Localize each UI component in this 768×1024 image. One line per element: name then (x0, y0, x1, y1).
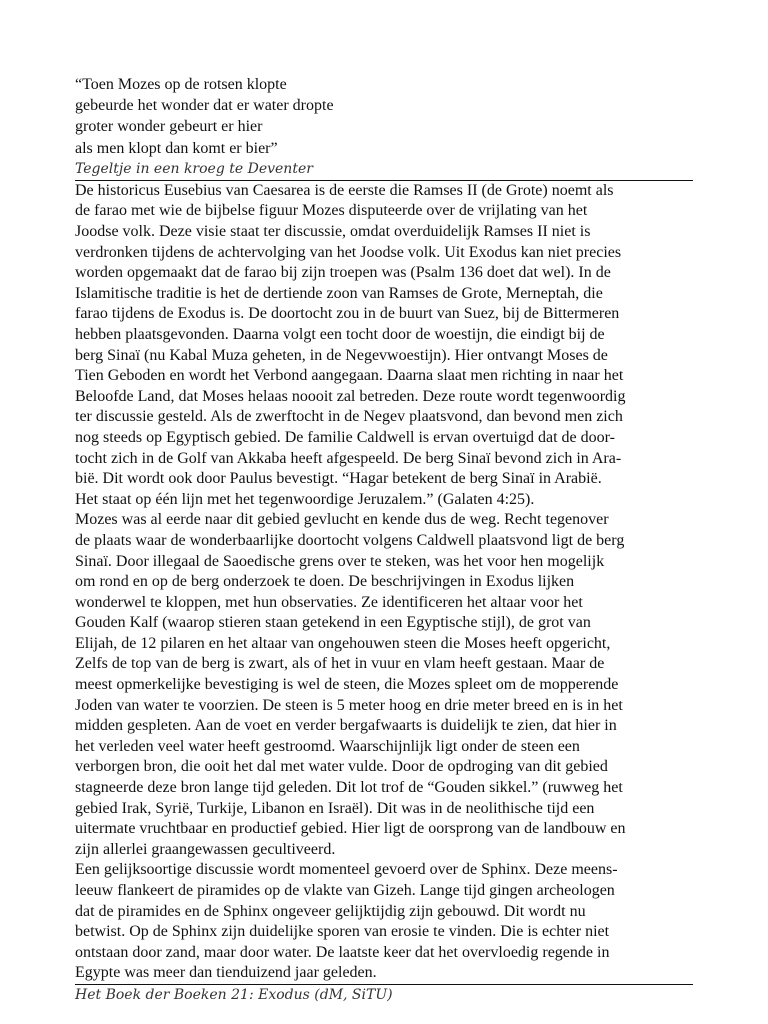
body-line: gebied Irak, Syrië, Turkije, Libanon en Israël). Dit was in de neolithische tijd een (75, 799, 595, 817)
body-line: de farao met wie de bijbelse figuur Mozes disputeerde over de vrijlating van het (75, 202, 588, 220)
body-line: worden opgemaakt dat de farao bij zijn troepen was (Psalm 136 doet dat wel). In de (75, 264, 611, 282)
body-line: midden gespleten. Aan de voet en verder bergafwaarts is duidelijk te zien, dat hier in (75, 717, 617, 735)
body-line: om rond en op de berg onderzoek te doen. De beschrijvingen in Exodus lijken (75, 573, 575, 591)
poem-line: “Toen Mozes op de rotsen klopte (75, 76, 287, 93)
poem-caption: Tegeltje in een kroeg te Deventer (75, 160, 313, 177)
body-line: nog steeds op Egyptisch gebied. De familie Caldwell is ervan overtuigd dat de door- (75, 428, 615, 446)
body-line: stagneerde deze bron lange tijd geleden. Dit lot trof de “Gouden sikkel.” (ruwweg het (75, 779, 623, 797)
body-line: farao tijdens de Exodus is. De doortocht zou in de buurt van Suez, bij de Bittermeren (75, 305, 620, 323)
poem-line: groter wonder gebeurt er hier (75, 118, 263, 136)
body-line: Sinaï. Door illegaal de Saoedische grens over te steken, was het voor hen mogelijk (75, 552, 605, 570)
body-line: dat de piramides en de Sphinx ongeveer gelijktijdig zijn gebouwd. Dit wordt nu (75, 902, 586, 920)
body-line: Het staat op één lijn met het tegenwoordige Jeruzalem.” (Galaten 4:25). (75, 490, 535, 508)
body-line: bië. Dit wordt ook door Paulus bevestigt. “Hagar betekent de berg Sinaï in Arabië. (75, 470, 602, 488)
body-line: tocht zich in de Golf van Akkaba heeft afgespeeld. De berg Sinaï bevond zich in Ara- (75, 449, 622, 467)
body-line: meest opmerkelijke bevestiging is wel de steen, die Mozes spleet om de mopperende (75, 676, 619, 694)
body-line: betwist. Op de Sphinx zijn duidelijke sporen van erosie te vinden. Die is echter niet (75, 923, 610, 941)
body-line: Een gelijksoortige discussie wordt momenteel gevoerd over de Sphinx. Deze meens- (75, 861, 618, 879)
body-line: De historicus Eusebius van Caesarea is de eerste die Ramses II (de Grote) noemt als (75, 181, 614, 199)
body-line: Gouden Kalf (waarop stieren staan getekend in een Egyptische stijl), de grot van (75, 614, 591, 632)
body-line: verborgen bron, die ooit het dal met water vulde. Door de opdroging van dit gebied (75, 758, 608, 776)
body-line: ontstaan door zand, maar door water. De laatste keer dat het overvloedig regende in (75, 943, 610, 961)
body-line: Joden van water te voorzien. De steen is 5 meter hoog en drie meter breed en is in het (75, 696, 623, 714)
body-line: Islamitische traditie is het de dertiende zoon van Ramses de Grote, Merneptah, die (75, 284, 603, 302)
body-line: Beloofde Land, dat Moses helaas noooit zal betreden. Deze route wordt tegenwoordig (75, 387, 626, 405)
source-caption: Het Boek der Boeken 21: Exodus (dM, SiTU) (75, 986, 393, 1003)
body-line: zijn allerlei graangewassen gecultiveerd. (75, 840, 336, 858)
document-page (75, 74, 693, 1006)
body-line: wonderwel te kloppen, met hun observaties. Ze identificeren het altaar voor het (75, 593, 583, 611)
body-line: verdronken tijdens de achtervolging van het Joodse volk. Uit Exodus kan niet precies (75, 243, 622, 261)
body-line: berg Sinaï (nu Kabal Muza geheten, in de Negevwoestijn). Hier ontvangt Moses de (75, 346, 608, 364)
poem-line: als men klopt dan komt er bier” (75, 139, 278, 157)
body-line: Mozes was al eerde naar dit gebied gevlucht en kende dus de weg. Recht tegenover (75, 511, 609, 529)
body-line: de plaats waar de wonderbaarlijke doortocht volgens Caldwell plaatsvond ligt de berg (75, 531, 625, 549)
body-line: Elijah, de 12 pilaren en het altaar van ongehouwen steen die Moses heeft opgericht, (75, 634, 611, 652)
body-line: Zelfs de top van de berg is zwart, als of het in vuur en vlam heeft gestaan. Maar de (75, 655, 605, 673)
body-line: ter discussie gesteld. Als de zwerftocht in de Negev plaatsvond, dan bevond men zich (75, 408, 623, 426)
body-text (75, 181, 693, 984)
body-line: uitermate vruchtbaar en productief gebied. Hier ligt de oorsprong van de landbouw en (75, 820, 626, 838)
body-line: Joodse volk. Deze visie staat ter discussie, omdat overduidelijk Ramses II niet is (75, 223, 591, 240)
body-line: hebben plaatsgevonden. Daarna volgt een tocht door de woestijn, die eindigt bij de (75, 325, 605, 343)
poem-quote (75, 74, 693, 159)
body-line: Tien Geboden en wordt het Verbond aangegaan. Daarna slaat men richting in naar het (75, 367, 624, 385)
poem-line: gebeurde het wonder dat er water dropte (75, 97, 334, 115)
body-line: het verleden veel water heeft gestroomd. Waarschijnlijk ligt onder de steen een (75, 737, 580, 755)
body-line: leeuw flankeert de piramides op de vlakte van Gizeh. Lange tijd gingen archeologen (75, 882, 615, 899)
body-line: Egypte was meer dan tienduizend jaar geleden. (75, 964, 377, 982)
